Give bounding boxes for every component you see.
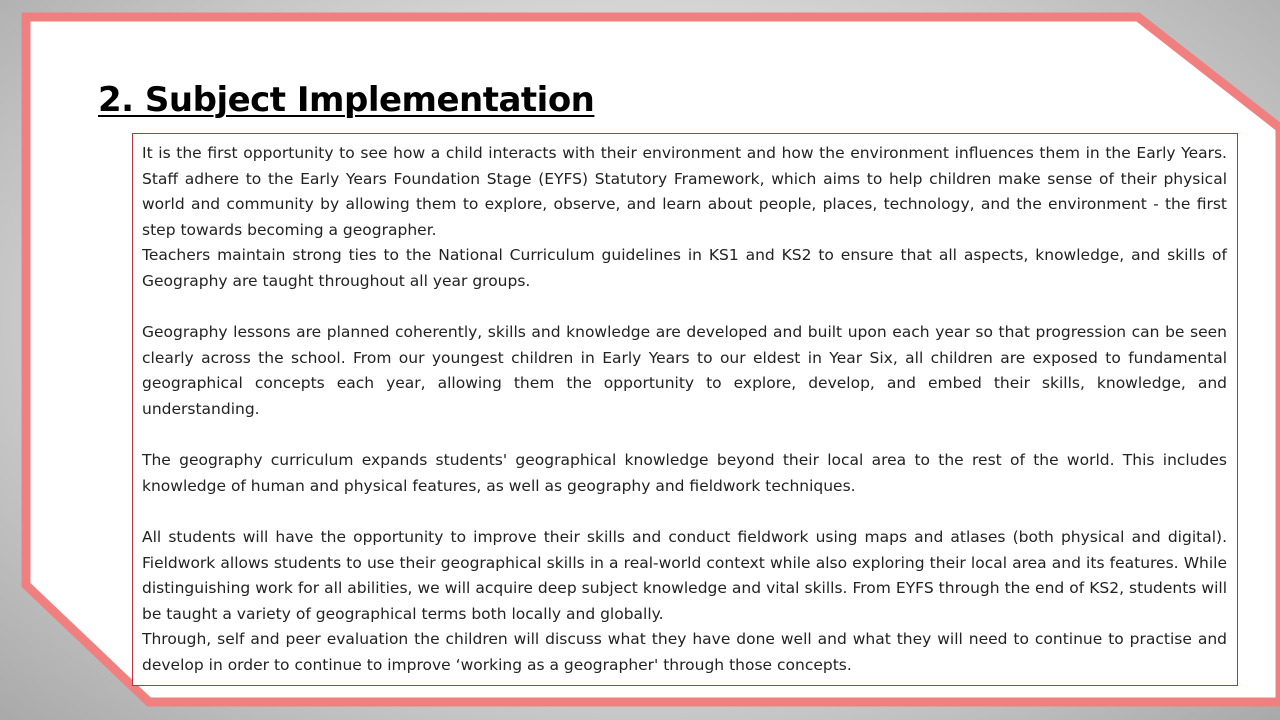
paragraph-national-curriculum: Teachers maintain strong ties to the National Curriculum guidelines in KS1 and KS2 to ensure that all aspects, knowledge, and skills of Geography are taught throughout all year groups. [142, 246, 1227, 290]
slide-title: 2. Subject Implementation [98, 80, 595, 120]
paragraph-evaluation: Through, self and peer evaluation the children will discuss what they have done well and what they will need to continue to practise and develop in order to continue to improve ‘working as a geographer' through those concepts. [142, 630, 1227, 674]
paragraph-curriculum-scope: The geography curriculum expands students' geographical knowledge beyond their local area to the rest of the world. This includes knowledge of human and physical features, as well as geography and fieldwork techniques. [142, 451, 1227, 495]
paragraph-fieldwork: All students will have the opportunity to improve their skills and conduct fieldwork using maps and atlases (both physical and digital). Fieldwork allows students to use their geographical skills in a real-world context while also exploring their local area and its features. While distinguishing work for all abilities, we will acquire deep subject knowledge and vital skills. From EYFS through the end of KS2, students will be taught a variety of geographical terms both locally and globally. [142, 527, 1227, 623]
content-box [132, 133, 1238, 686]
paragraph-eyfs: It is the first opportunity to see how a child interacts with their environment and how the environment influences them in the Early Years. Staff adhere to the Early Years Foundation Stage (EYFS) Statutory Framework, which aims to help children make sense of their physical world and community by allowing them to explore, observe, and learn about people, places, technology, and the environment - the first step towards becoming a geographer. [142, 144, 1227, 239]
paragraph-progression: Geography lessons are planned coherently, skills and knowledge are developed and built upon each year so that progression can be seen clearly across the school. From our youngest children in Early Years to our eldest in Year Six, all children are exposed to fundamental geographical concepts each year, allowing them the opportunity to explore, develop, and embed their skills, knowledge, and understanding. [142, 323, 1227, 418]
